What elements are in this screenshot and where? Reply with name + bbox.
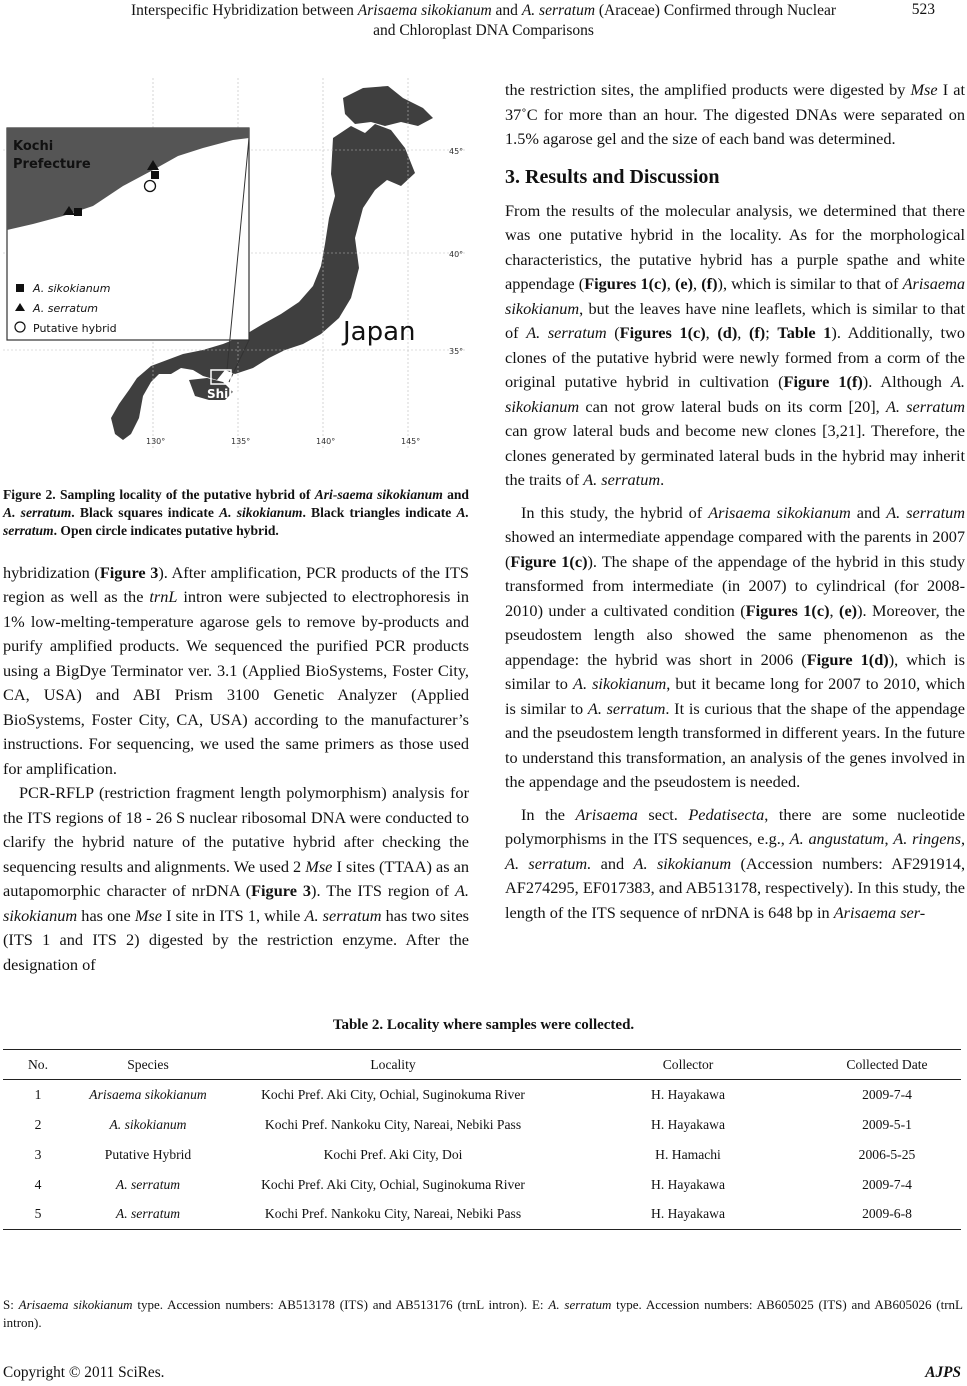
results-paragraph-2: In this study, the hybrid of Arisaema sikokianum and A. serratum showed an intermediate appendage compared with the parents in 2007 (Figure 1(c)). The shape of the appendage of the hybrid in this study transformed from intermediate (in 2007) to cylindrical (for 2008-2010) under a cultivated condition (Figures 1(c), (e)). Moreover, the pseudostem length also showed the same phenomenon as the appendage: the hybrid was short in 2006 (Figure 1(d)), which is similar to A. sikokianum, but it became long for 2007 to 2010, which is similar to A. serratum. It is curious that the shape of the appendage and the pseudostem length transformed in different years. In the future to understand this transformation, an analysis of the genes involved in the appendage and the pseudostem is needed.: [505, 502, 966, 791]
legend-circle-icon: [15, 322, 25, 332]
header-species-2: A. serratum: [521, 2, 596, 19]
lon-label-145: 145°: [401, 437, 421, 446]
table-row: 2 A. sikokianum Kochi Pref. Nankoku City, Nareai, Nebiki Pass H. Hayakawa 2009-5-1: [34, 1116, 912, 1132]
lon-label-140: 140°: [316, 437, 336, 446]
lat-label-45: 45°: [449, 147, 464, 156]
japan-map: [3, 78, 465, 448]
caption-text: . Open circle indicates putative hybrid.: [53, 523, 279, 539]
running-header: [0, 0, 967, 48]
col-header-species: Species: [73, 1050, 223, 1080]
col-header-collector: Collector: [563, 1050, 813, 1080]
caption-text: Sampling locality of the putative hybrid of: [55, 487, 315, 502]
right-column: [505, 78, 965, 925]
page-footer: [3, 1364, 961, 1382]
methods-paragraph-2: PCR-RFLP (restriction fragment length polymorphism) analysis for the ITS regions of 18 - 26 S nuclear ribosomal DNA were conducted to clarify the hybrid nature of the putative hybrid after checking the sequencing results and alignments. We used 2 Mse I sites (TTAA) as an autapomorphic character of nrDNA (Figure 3). The ITS region of A. sikokianum has one Mse I site in ITS 1, while A. serratum has two sites (ITS 1 and ITS 2) digested by the restriction enzyme. After the designation of: [3, 783, 470, 974]
caption-species: A. serratum: [3, 505, 469, 539]
caption-text: . Black squares indicate: [71, 505, 220, 521]
left-column: [3, 78, 469, 977]
methods-paragraph-1: hybridization (Figure 3). After amplification, PCR products of the ITS region as well as the trnL intron were subjected to electrophoresis in 1% low-melting-temperature agarose gels to remove by-products and purify amplified products. We sequenced the purified PCR products using a BigDye Terminator ver. 3.1 (Applied BioSystems, Foster City, CA, USA) and ABI Prism 3100 Genetic Analyzer (Applied BioSystems, Foster City, CA, USA) according to the manufacturer’s instructions. For sequencing, we used the same primers as those used for amplification.: [3, 562, 469, 778]
legend-sikokianum: A. sikokianum: [33, 282, 111, 295]
table-2-title: Table 2. Locality where samples were collected.: [332, 1017, 635, 1033]
copyright-text: Copyright © 2011 SciRes.: [3, 1364, 165, 1381]
table-row: 4 A. serratum Kochi Pref. Aki City, Ochial, Suginokuma River H. Hayakawa 2009-7-4: [34, 1176, 912, 1192]
caption-text: . Black triangles indicate: [302, 505, 457, 521]
table-note: S: Arisaema sikokianum type. Accession numbers: AB513178 (ITS) and AB513176 (trnL intron). E: A. serratum type. Accession numbers: AB605025 (ITS) and AB605026 (trnL intron).: [3, 1297, 963, 1330]
hybrid-marker: [145, 181, 156, 192]
table-header-row: [3, 1050, 961, 1080]
caption-text: and: [442, 487, 469, 502]
caption-species: Ari-saema sikokianum: [314, 487, 443, 502]
caption-label: Figure 2.: [3, 487, 56, 502]
caption-species: A. sikokianum: [219, 505, 303, 521]
header-line-2: and Chloroplast DNA Comparisons: [373, 22, 594, 39]
col-header-locality: Locality: [223, 1050, 563, 1080]
caption-species: A. serratum: [3, 505, 72, 521]
section-heading: 3. Results and Discussion: [505, 165, 720, 188]
lon-label-130: 130°: [146, 437, 166, 446]
journal-name: AJPS: [925, 1364, 961, 1381]
lat-label-35: 35°: [449, 347, 464, 356]
sikokianum-marker-2: [74, 208, 82, 216]
figure-ref: Figure 3: [251, 881, 312, 901]
page-number: 523: [911, 1, 935, 18]
table-row: 1 Arisaema sikokianum Kochi Pref. Aki City, Ochial, Suginokuma River H. Hayakawa 2009-7-4: [34, 1086, 912, 1102]
table-row: 3 Putative Hybrid Kochi Pref. Aki City, Doi H. Hamachi 2006-5-25: [34, 1146, 916, 1162]
header-text-3: (Araceae) Confirmed through Nuclear: [595, 2, 837, 19]
results-paragraph-1: From the results of the molecular analysis, we determined that there was one putative hybrid in the locality. As for the morphological characteristics, the putative hybrid has a purple spathe and white appendage (Figures 1(c), (e), (f)), which is similar to that of Arisaema sikokianum, but the leaves have nine leaflets, which is similar to that of A. serratum (Figures 1(c), (d), (f); Table 1). Additionally, two clones of the putative hybrid were newly formed from a corm of the original putative hybrid in cultivation (Figure 1(f)). Although A. sikokianum can not grow lateral buds on its corm [20], A. serratum can grow lateral buds and become new clones [3,21]. Therefore, the clones generated by germinated lateral buds in the hybrid may inherit the traits of A. serratum.: [505, 200, 966, 489]
sikokianum-marker-1: [151, 171, 159, 179]
col-header-no: No.: [3, 1050, 73, 1080]
map-island-label: Shikoku: [207, 387, 261, 401]
methods-paragraph-3: the restriction sites, the amplified products were digested by Mse I at 37˚C for more than an hour. The digested DNAs were separated on 1.5% agarose gel and the size of each band was determined.: [505, 80, 965, 148]
lat-label-40: 40°: [449, 250, 464, 259]
map-prefecture-label-2: Prefecture: [13, 157, 91, 172]
legend-hybrid: Putative hybrid: [33, 322, 117, 335]
results-paragraph-3: In the Arisaema sect. Pedatisecta, there are some nucleotide polymorphisms in the ITS sequences, e.g., A. angustatum, A. ringens, A. serratum. and A. sikokianum (Accession numbers: AF291914, AF274295, EF017383, and AB513178, respectively). In this study, the length of the ITS sequence of nrDNA is 648 bp in Arisaema ser-: [505, 804, 966, 922]
figure-ref: Figure 3: [99, 562, 159, 582]
header-species-1: Arisaema sikokianum: [357, 2, 492, 19]
legend-square-icon: [16, 284, 24, 292]
figure-2-caption: [3, 486, 469, 541]
locality-table: [3, 1049, 961, 1230]
running-header-title: [70, 1, 897, 41]
header-text-2: and: [491, 2, 522, 19]
map-prefecture-label-1: Kochi: [13, 139, 54, 154]
map-country-label: Japan: [343, 317, 416, 347]
legend-serratum: A. serratum: [33, 302, 99, 315]
sampling-map-figure: [3, 78, 465, 448]
gene-name: trnL: [149, 587, 178, 607]
header-text-1: Interspecific Hybridization between: [130, 2, 358, 19]
table-row: 5 A. serratum Kochi Pref. Nankoku City, Nareai, Nebiki Pass H. Hayakawa 2009-6-8: [3, 1200, 961, 1230]
lon-label-135: 135°: [231, 437, 251, 446]
col-header-date: Collected Date: [813, 1050, 961, 1080]
